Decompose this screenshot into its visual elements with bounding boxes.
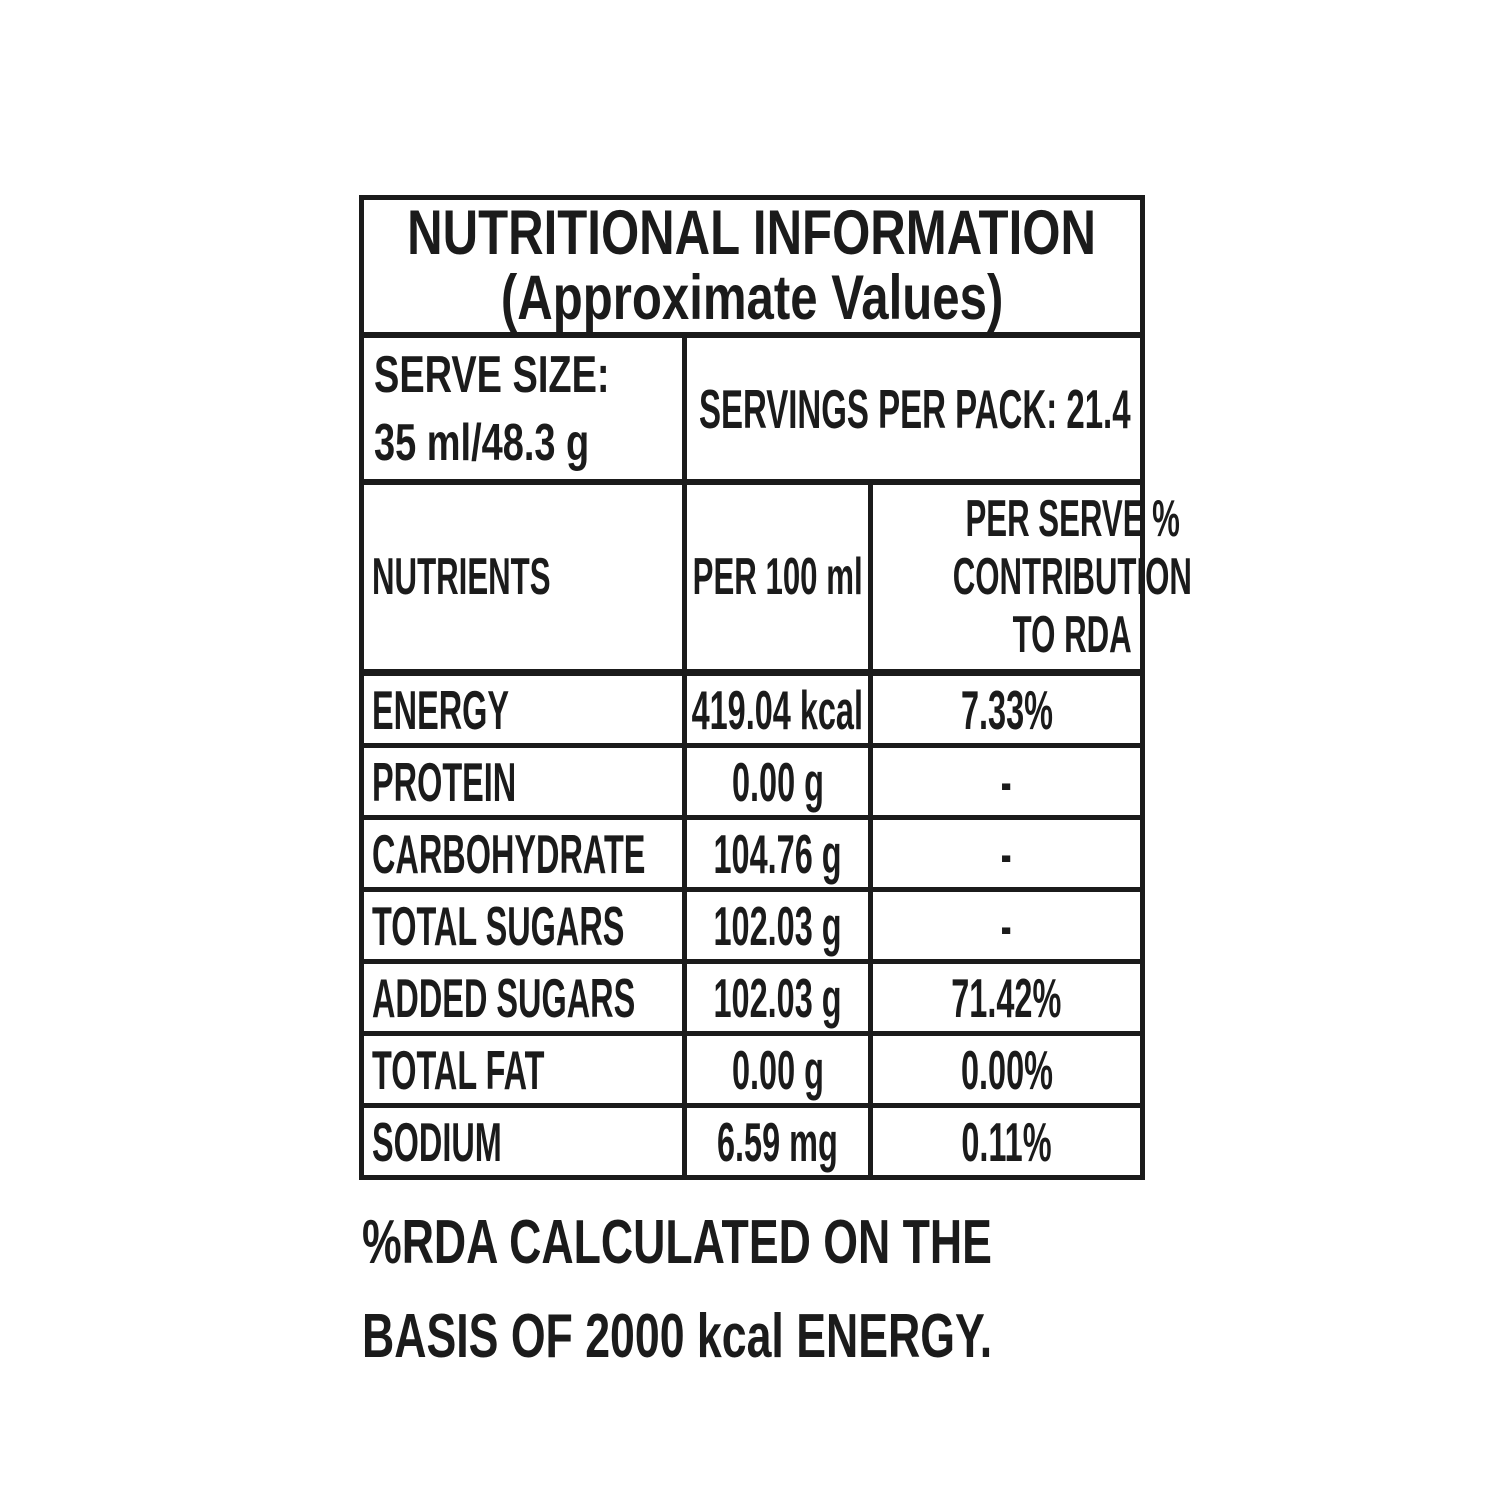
- value-per-100ml: 102.03 g: [682, 964, 868, 1031]
- nutrient-row-energy: [364, 676, 1140, 748]
- value-per-100ml: 0.00 g: [682, 1036, 868, 1103]
- rda-footnote-line1: %RDA CALCULATED ON THE: [362, 1208, 992, 1277]
- nutrient-name: TOTAL FAT: [372, 1038, 545, 1101]
- value-per-100ml: 6.59 mg: [682, 1108, 868, 1175]
- value-rda: -: [868, 820, 1140, 887]
- nutrient-row-total-fat: [364, 1036, 1140, 1108]
- table-subtitle: (Approximate Values): [500, 263, 1004, 333]
- servings-per-pack-value: SERVINGS PER PACK: 21.4: [699, 377, 1131, 440]
- servings-per-pack-cell: [682, 338, 1418, 479]
- header-rda: PER SERVE % CONTRIBUTION TO RDA: [868, 485, 1272, 669]
- value-per-100ml: 419.04 kcal: [682, 676, 868, 743]
- value-rda: -: [868, 892, 1140, 959]
- value-rda: -: [868, 748, 1140, 815]
- value-per-100ml: 0.00 g: [682, 748, 868, 815]
- nutrient-name: PROTEIN: [372, 750, 517, 813]
- value-per-100ml: 104.76 g: [682, 820, 868, 887]
- nutrient-name: SODIUM: [372, 1110, 502, 1173]
- rda-footnote-line2: BASIS OF 2000 kcal ENERGY.: [362, 1302, 993, 1371]
- nutrient-row-protein: [364, 748, 1140, 820]
- serve-size-label: SERVE SIZE:: [374, 345, 610, 404]
- nutrient-row-carbohydrate: [364, 820, 1140, 892]
- header-nutrients: NUTRIENTS: [372, 548, 551, 606]
- table-title: NUTRITIONAL INFORMATION: [407, 198, 1097, 268]
- value-rda: 0.00%: [868, 1036, 1140, 1103]
- serve-size-cell: [364, 338, 682, 479]
- value-rda: 7.33%: [868, 676, 1140, 743]
- nutrient-name: ENERGY: [372, 678, 510, 741]
- value-per-100ml: 102.03 g: [682, 892, 868, 959]
- value-rda: 71.42%: [868, 964, 1140, 1031]
- nutrient-row-total-sugars: [364, 892, 1140, 964]
- nutrient-name: ADDED SUGARS: [372, 966, 636, 1029]
- nutrient-row-added-sugars: [364, 964, 1140, 1036]
- header-per-100ml: PER 100 ml: [682, 485, 868, 669]
- nutrient-name: TOTAL SUGARS: [372, 894, 625, 957]
- serve-size-value: 35 ml/48.3 g: [374, 413, 590, 472]
- value-rda: 0.11%: [868, 1108, 1140, 1175]
- table-title-block: [364, 200, 1140, 338]
- nutrition-table: [359, 195, 1192, 1180]
- nutrient-name: CARBOHYDRATE: [372, 822, 646, 885]
- rda-footnote: [362, 1196, 1237, 1384]
- nutrient-row-sodium: [364, 1108, 1140, 1175]
- serve-info-row: [364, 338, 1140, 485]
- column-header-row: [364, 485, 1192, 676]
